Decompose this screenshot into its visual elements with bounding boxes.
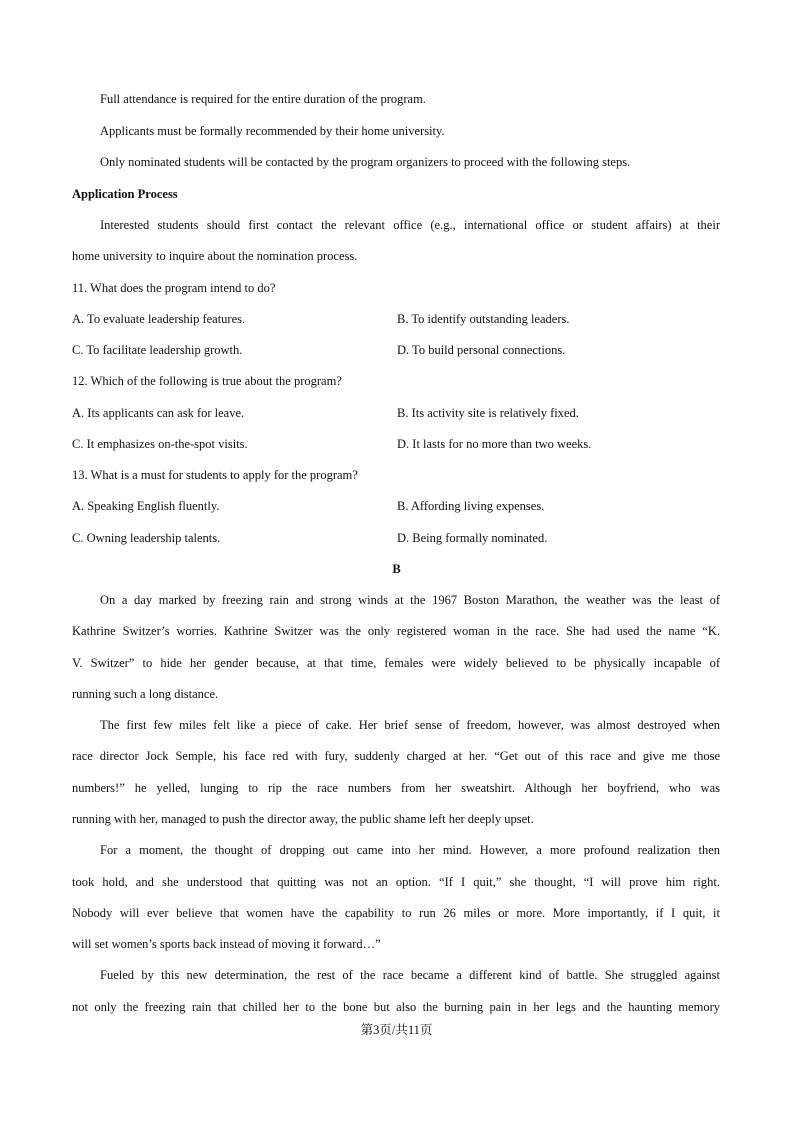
requirement-line: Only nominated students will be contacted by the program organizers to proceed with the following steps. (100, 155, 631, 169)
paragraph-line: running such a long distance. (72, 687, 219, 701)
option-d: D. It lasts for no more than two weeks. (397, 437, 592, 451)
question-stem: 12. Which of the following is true about the program? (72, 374, 342, 388)
paragraph-line: The first few miles felt like a piece of cake. Her brief sense of freedom, however, was almost destroyed when (100, 718, 720, 732)
option-b: B. To identify outstanding leaders. (397, 312, 570, 326)
section-label: B (392, 562, 401, 576)
option-c: C. Owning leadership talents. (72, 531, 221, 545)
question-stem: 11. What does the program intend to do? (72, 281, 276, 295)
option-b: B. Affording living expenses. (397, 499, 545, 513)
paragraph-line: running with her, managed to push the director away, the public shame left her deeply upset. (72, 812, 534, 826)
option-a: A. Its applicants can ask for leave. (72, 406, 245, 420)
option-b: B. Its activity site is relatively fixed. (397, 406, 579, 420)
requirement-line: Full attendance is required for the entire duration of the program. (100, 92, 426, 106)
paragraph-line: not only the freezing rain that chilled her to the bone but also the burning pain in her legs and the haunting memory (72, 1000, 720, 1014)
paragraph-line: Interested students should first contact the relevant office (e.g., international office or student affairs) at their (100, 218, 720, 232)
paragraph-line: Fueled by this new determination, the rest of the race became a different kind of battle. She struggled against (100, 968, 720, 982)
option-c: C. It emphasizes on-the-spot visits. (72, 437, 248, 451)
option-a: A. To evaluate leadership features. (72, 312, 246, 326)
page-number: 第3页/共11页 (360, 1023, 433, 1037)
paragraph-line: race director Jock Semple, his face red with fury, suddenly charged at her. “Get out of this race and give me those (72, 749, 720, 763)
paragraph-line: Kathrine Switzer’s worries. Kathrine Switzer was the only registered woman in the race. She had used the name “K. (72, 624, 720, 638)
question-stem: 13. What is a must for students to apply for the program? (72, 468, 358, 482)
option-d: D. Being formally nominated. (397, 531, 548, 545)
paragraph-line: Nobody will ever believe that women have the capability to run 26 miles or more. More importantly, if I quit, it (72, 906, 720, 920)
paragraph-line: For a moment, the thought of dropping out came into her mind. However, a more profound realization then (100, 843, 720, 857)
section-heading: Application Process (72, 187, 178, 201)
paragraph-line: took hold, and she understood that quitting was not an option. “If I quit,” she thought, “I will prove him right. (72, 875, 720, 889)
paragraph-line: home university to inquire about the nomination process. (72, 249, 358, 263)
option-d: D. To build personal connections. (397, 343, 566, 357)
option-c: C. To facilitate leadership growth. (72, 343, 243, 357)
option-a: A. Speaking English fluently. (72, 499, 220, 513)
paragraph-line: V. Switzer” to hide her gender because, at that time, females were widely believed to be physically incapable of (72, 656, 720, 670)
paragraph-line: will set women’s sports back instead of moving it forward…” (72, 937, 381, 951)
paragraph-line: numbers!” he yelled, lunging to rip the race numbers from her sweatshirt. Although her boyfriend, who was (72, 781, 720, 795)
requirement-line: Applicants must be formally recommended by their home university. (100, 124, 445, 138)
paragraph-line: On a day marked by freezing rain and strong winds at the 1967 Boston Marathon, the weather was the least of (100, 593, 720, 607)
